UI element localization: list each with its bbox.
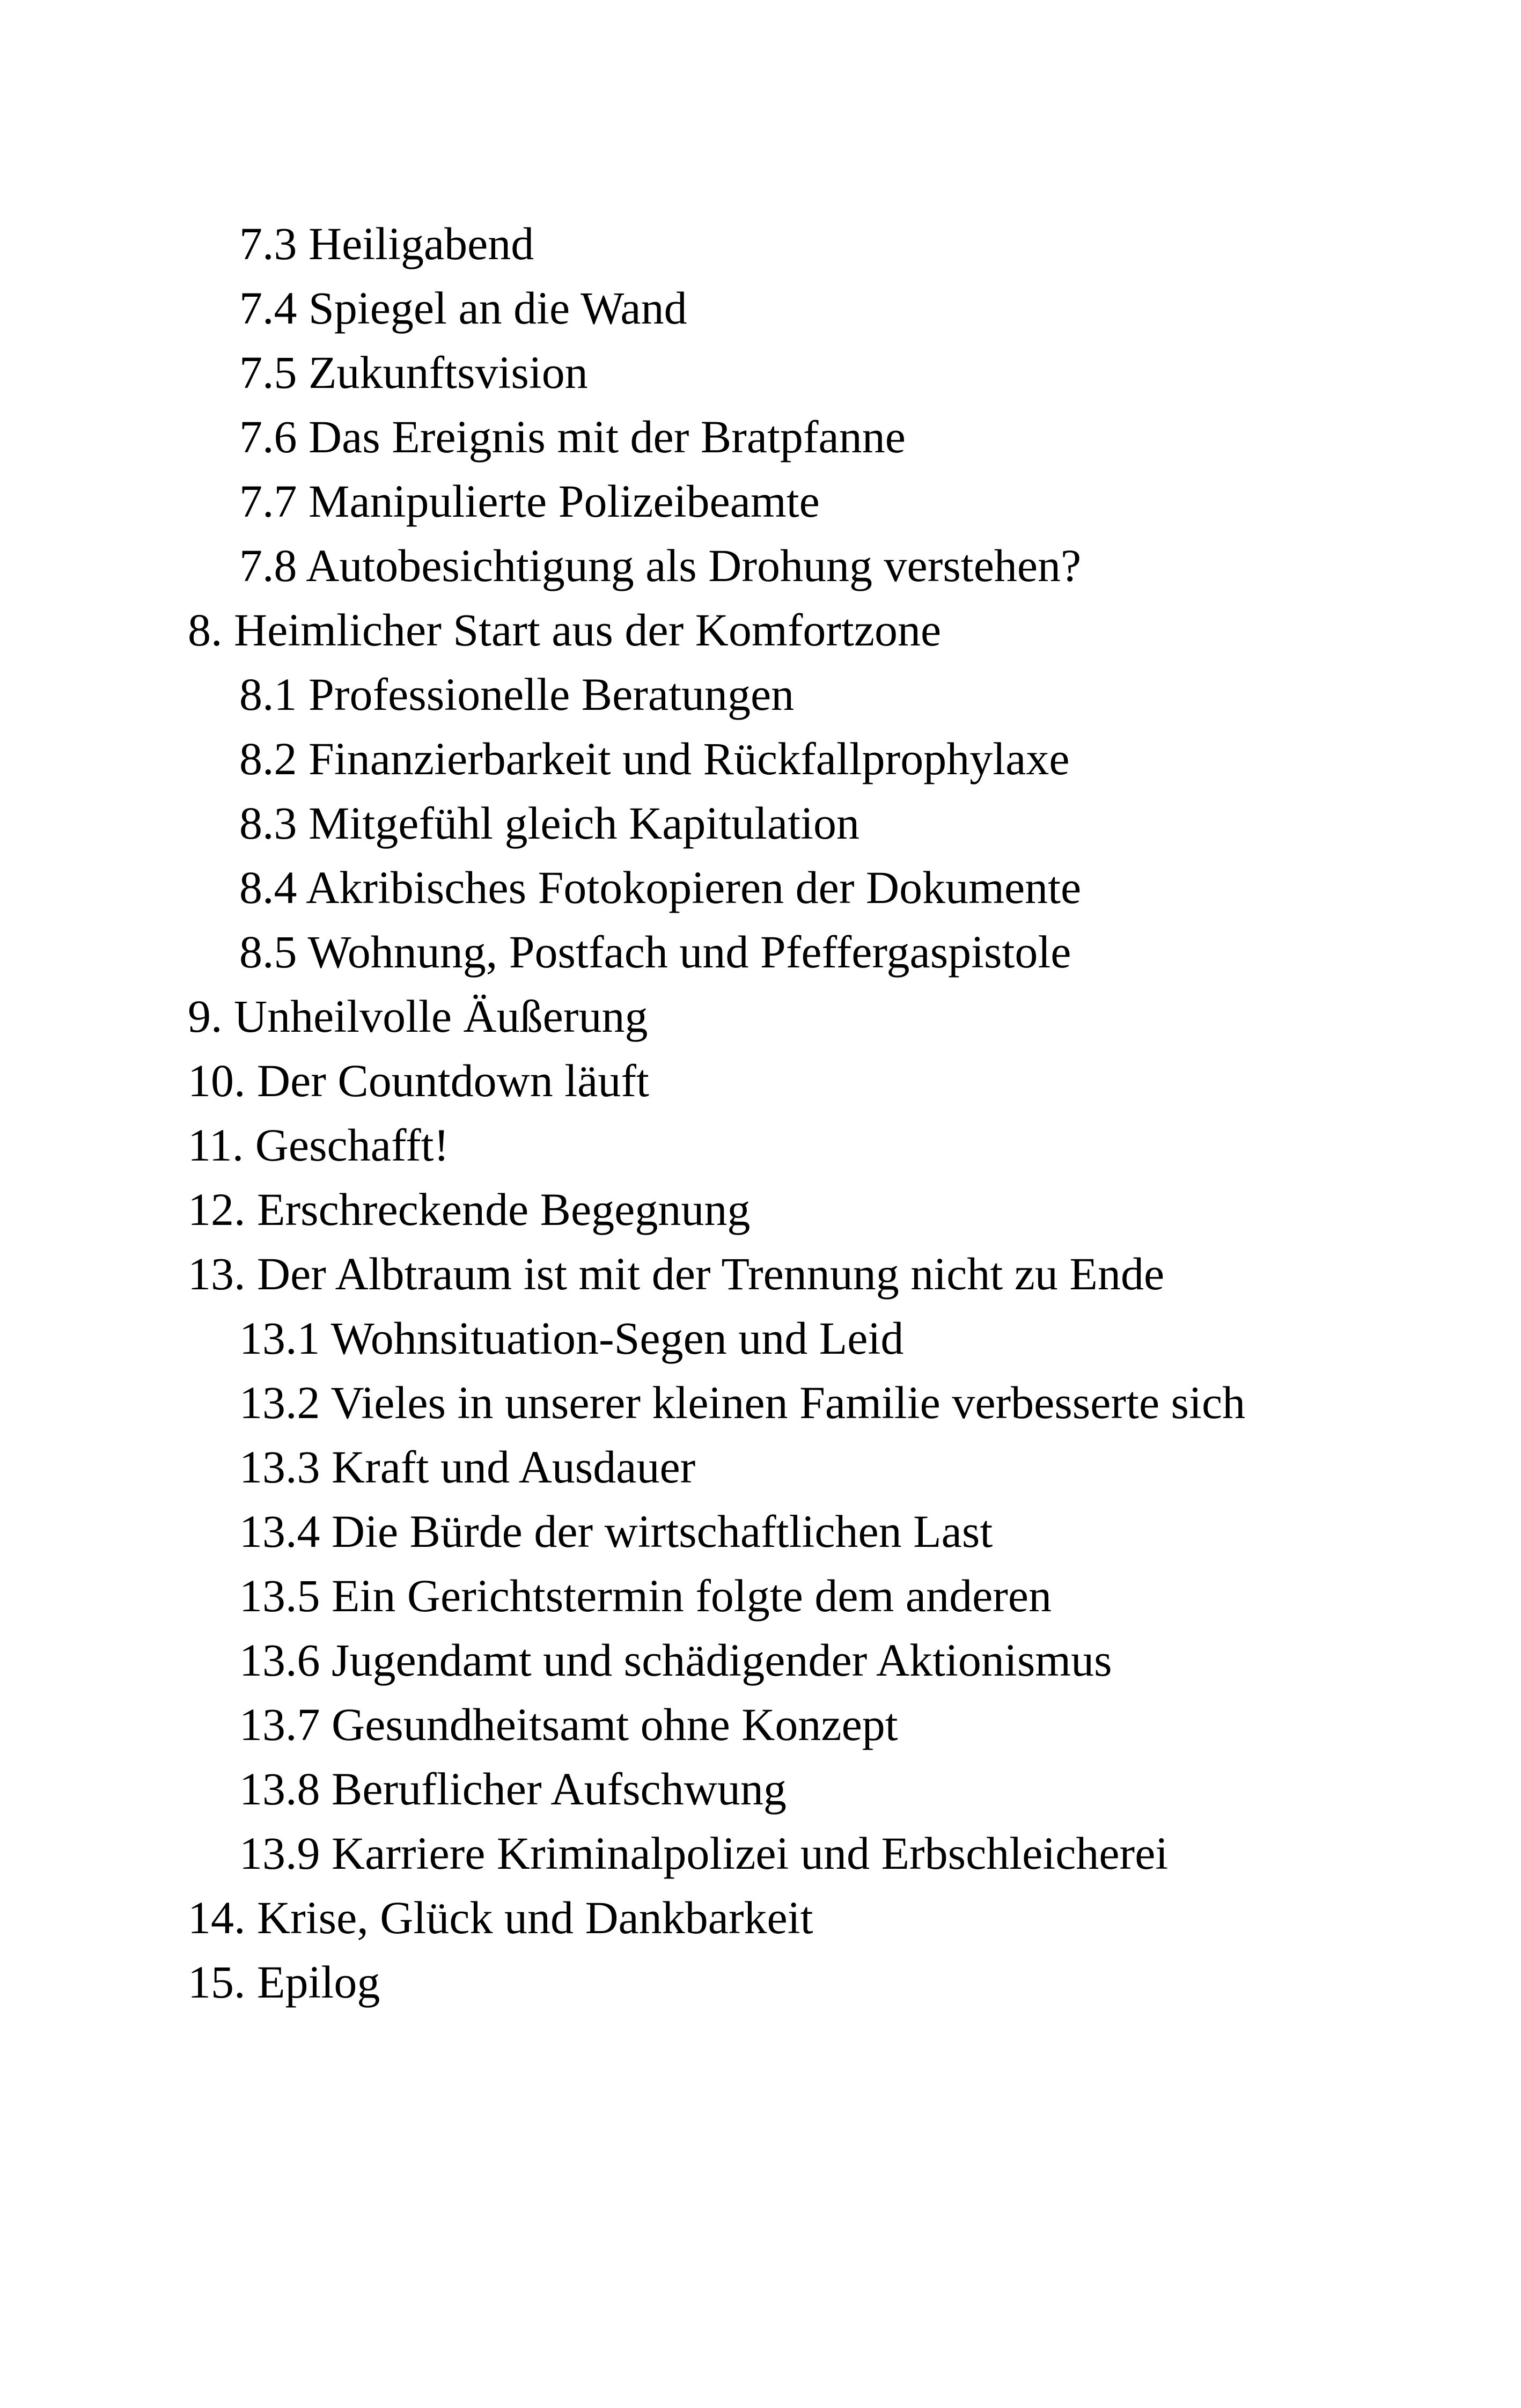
toc-entry-7-5: 7.5 Zukunftsvision: [239, 347, 588, 398]
toc-entry-8-2: 8.2 Finanzierbarkeit und Rückfallprophylaxe: [239, 733, 1070, 784]
table-of-contents: [188, 211, 1314, 2014]
toc-entry-8-1: 8.1 Professionelle Beratungen: [239, 669, 795, 720]
toc-entry-8: 8. Heimlicher Start aus der Komfortzone: [188, 604, 942, 656]
toc-entry-7-8: 7.8 Autobesichtigung als Drohung verstehen?: [239, 540, 1082, 591]
toc-entry-8-3: 8.3 Mitgefühl gleich Kapitulation: [239, 797, 860, 849]
toc-entry-13-1: 13.1 Wohnsituation-Segen und Leid: [239, 1312, 904, 1364]
toc-entry-13-9: 13.9 Karriere Kriminalpolizei und Erbschleicherei: [239, 1827, 1169, 1879]
toc-entry-10: 10. Der Countdown läuft: [188, 1055, 649, 1106]
toc-entry-7-4: 7.4 Spiegel an die Wand: [239, 282, 687, 334]
toc-entry-11: 11. Geschafft!: [188, 1119, 450, 1171]
toc-entry-13-6: 13.6 Jugendamt und schädigender Aktionismus: [239, 1634, 1112, 1686]
toc-entry-13-2: 13.2 Vieles in unserer kleinen Familie verbesserte sich: [239, 1377, 1246, 1428]
toc-entry-7-7: 7.7 Manipulierte Polizeibeamte: [239, 475, 820, 527]
toc-entry-15: 15. Epilog: [188, 1956, 380, 2008]
toc-entry-7-6: 7.6 Das Ereignis mit der Bratpfanne: [239, 411, 906, 462]
toc-entry-8-5: 8.5 Wohnung, Postfach und Pfeffergaspistole: [239, 926, 1071, 978]
toc-entry-13-5: 13.5 Ein Gerichtstermin folgte dem anderen: [239, 1570, 1052, 1621]
toc-entry-13-4: 13.4 Die Bürde der wirtschaftlichen Last: [239, 1506, 993, 1557]
toc-entry-13-8: 13.8 Beruflicher Aufschwung: [239, 1763, 787, 1815]
toc-entry-13-7: 13.7 Gesundheitsamt ohne Konzept: [239, 1699, 898, 1750]
toc-entry-12: 12. Erschreckende Begegnung: [188, 1184, 751, 1235]
toc-entry-8-4: 8.4 Akribisches Fotokopieren der Dokumente: [239, 862, 1082, 913]
toc-entry-14: 14. Krise, Glück und Dankbarkeit: [188, 1892, 813, 1943]
toc-entry-13-3: 13.3 Kraft und Ausdauer: [239, 1441, 696, 1493]
toc-entry-7-3: 7.3 Heiligabend: [239, 218, 534, 269]
toc-entry-13: 13. Der Albtraum ist mit der Trennung nicht zu Ende: [188, 1248, 1165, 1300]
toc-entry-9: 9. Unheilvolle Äußerung: [188, 990, 648, 1042]
